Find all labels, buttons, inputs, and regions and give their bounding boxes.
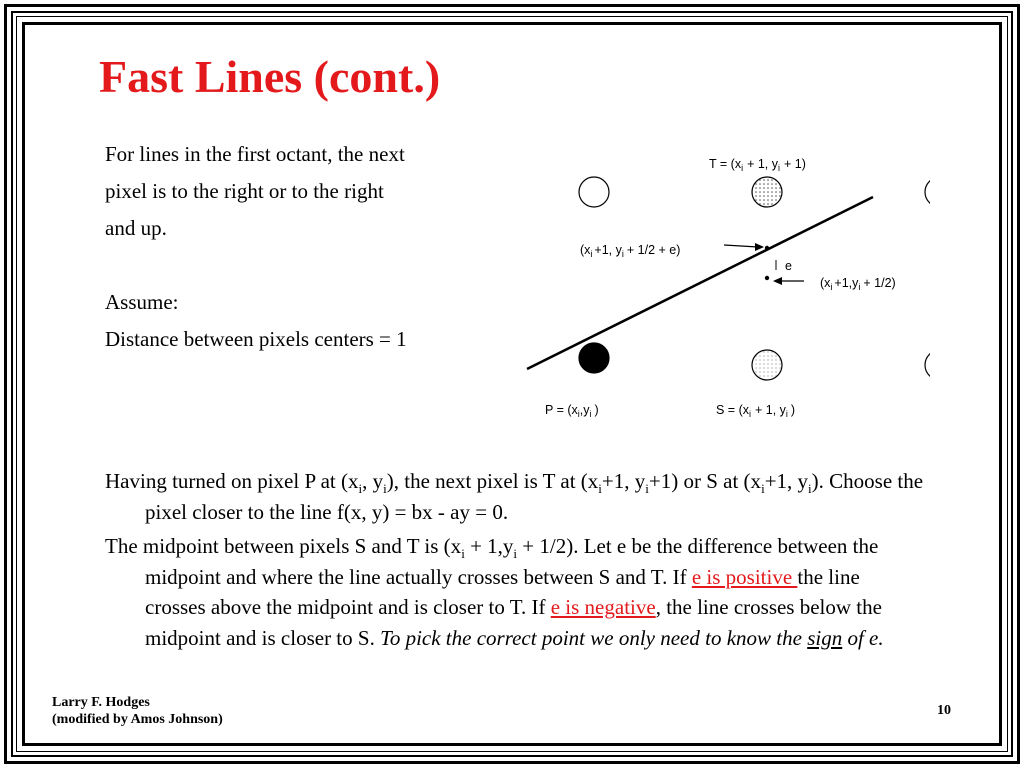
footer-author: Larry F. Hodges [52,695,150,710]
label-s: $S = (x_i + 1$, $y_i$ ) [716,403,796,419]
paragraph-pixel-choice: Having turned on pixel P at ($x_i$, $y_i$), the next pixel is T at ($x_i+1$, $y_i+1$) or S at ($x_i+1$, $y_i$). Choose the pixel closer to the line f(x, y) = bx - ay = 0. [105,469,924,524]
intro-line-3: and up. [105,216,167,240]
arrow-crossing [755,243,764,251]
label-midpoint: $(x_i +1,y_i + 1/2)$ [820,276,896,292]
intro-line-2: pixel is to the right or to the right [105,179,384,203]
assume-label: Assume: [105,290,179,314]
distance-statement: Distance between pixels centers = 1 [105,327,407,351]
link-e-negative: e is negative [550,595,656,619]
footer-modified: (modified by Amos Johnson) [52,712,223,727]
intro-line-1: For lines in the first octant, the next [105,142,405,166]
pixel-s [752,350,782,380]
label-t: $T = (x_i + 1$, $y_i + 1$) [709,157,806,173]
page-number: 10 [937,703,951,718]
midpoint-diagram [510,150,930,430]
midpoint [765,276,769,280]
body-text [105,466,925,653]
paragraph-midpoint: The midpoint between pixels S and T is $(x_i + 1,y_i + 1/2)$. Let e be the difference between the midpoint and where the line actually crosses between S and T. If e is positive the line crosses above the midpoint and is closer to T. If e is negative, the line crosses below the midpoint and is closer to S. To pick the correct point we only need to know the sign of e. [105,534,884,650]
intro-text [105,136,505,358]
label-p: $P = (x_i,y_i$ ) [545,403,599,419]
slide-title: Fast Lines (cont.) [99,51,441,102]
pixel-top-left [579,177,609,207]
pixel-bottom-right [925,350,930,380]
arrow-midpoint [773,277,782,285]
pixel-p [579,343,609,373]
label-crossing: ($x_i +1$, $y_i + 1/2 + e$) [580,243,681,259]
pixel-top-right [925,177,930,207]
crossing-point [765,246,769,250]
footer-credits [52,694,223,728]
link-e-positive: e is positive [691,564,798,589]
label-e: e [785,259,792,273]
pixel-t [752,177,782,207]
sign-emphasis: sign [807,625,843,650]
